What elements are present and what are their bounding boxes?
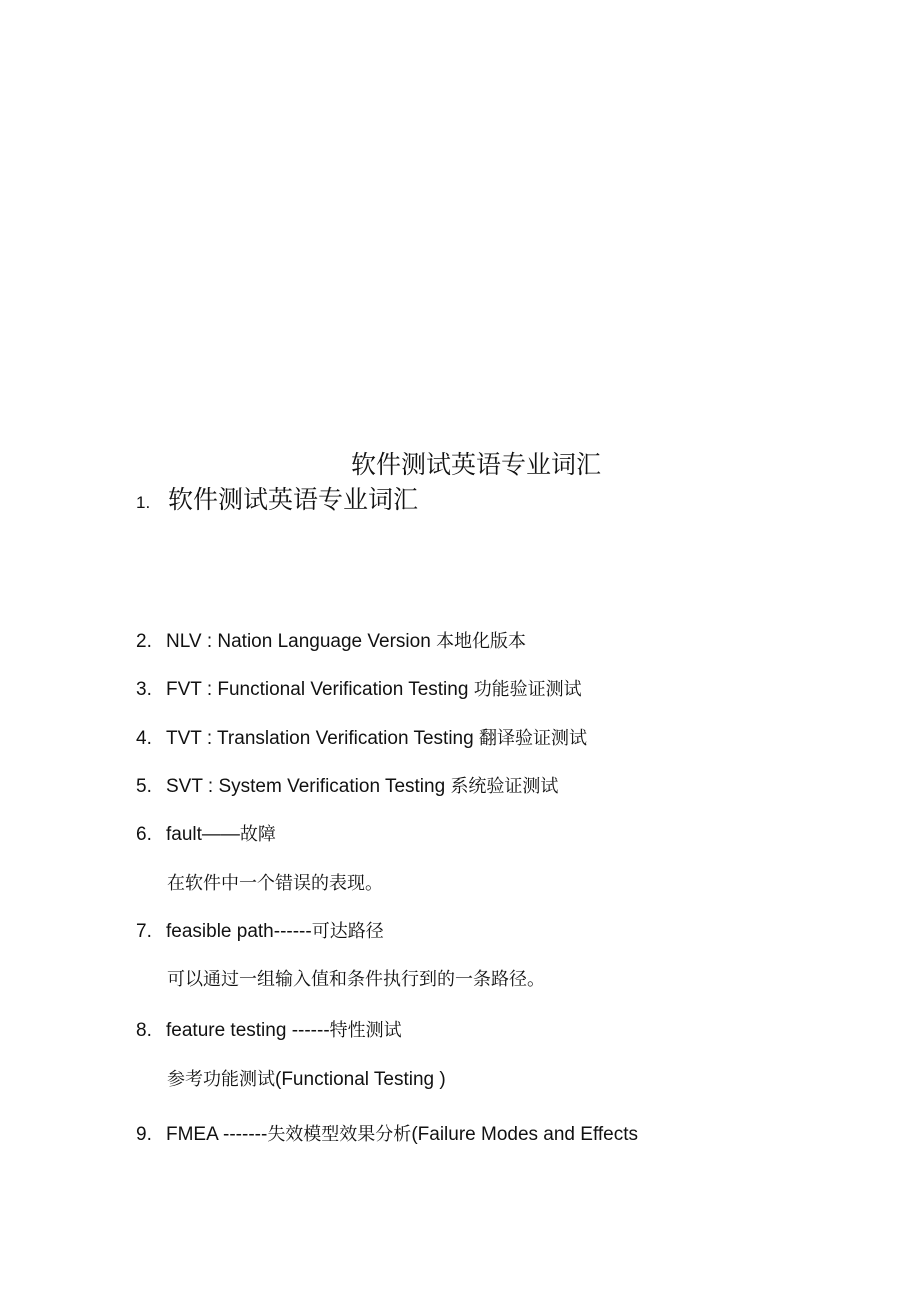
list-item-9	[136, 1122, 638, 1148]
item-translation: 翻译验证测试	[478, 728, 587, 749]
item-term: TVT : Translation Verification Testing	[166, 728, 474, 749]
item-term: FMEA -------	[166, 1124, 268, 1145]
item-number: 2.	[136, 631, 152, 652]
item-number: 6.	[136, 824, 152, 845]
list-item-8	[136, 1018, 402, 1044]
description-text: 参考功能测试	[167, 1069, 275, 1090]
item-translation: 功能验证测试	[473, 679, 582, 700]
item-term: fault——	[166, 824, 240, 845]
list-item-7	[136, 919, 384, 945]
list-item-2	[136, 629, 526, 655]
item-translation: 特性测试	[329, 1020, 402, 1041]
item-number: 3.	[136, 679, 152, 700]
list-item-5	[136, 774, 558, 800]
document-title: 软件测试英语专业词汇	[350, 450, 601, 479]
list-item-4	[136, 726, 587, 752]
item-term: feasible path------	[166, 921, 312, 942]
description-reference: (Functional Testing )	[275, 1069, 446, 1090]
item-number: 7.	[136, 921, 152, 942]
item-number: 5.	[136, 776, 152, 797]
item-translation: 失效模型效果分析	[267, 1124, 412, 1145]
item-term: SVT : System Verification Testing	[166, 776, 446, 797]
item-term-full: (Failure Modes and Effects	[411, 1124, 639, 1145]
item-description	[167, 1067, 446, 1093]
item-description: 可以通过一组输入值和条件执行到的一条路径。	[167, 969, 545, 990]
item-number: 9.	[136, 1124, 152, 1145]
item-number: 4.	[136, 728, 152, 749]
item-description: 在软件中一个错误的表现。	[167, 873, 383, 894]
item-text: 软件测试英语专业词汇	[168, 485, 419, 514]
item-number: 1.	[136, 493, 151, 512]
list-item-6	[136, 822, 276, 848]
list-item-3	[136, 677, 582, 703]
item-term: NLV : Nation Language Version	[166, 631, 431, 652]
item-translation: 可达路径	[311, 921, 384, 942]
item-term: FVT : Functional Verification Testing	[166, 679, 469, 700]
item-translation: 本地化版本	[436, 631, 527, 652]
item-term: feature testing ------	[166, 1020, 330, 1041]
list-item-1	[136, 483, 418, 520]
item-translation: 系统验证测试	[450, 776, 559, 797]
item-translation: 故障	[239, 824, 276, 845]
item-number: 8.	[136, 1020, 152, 1041]
